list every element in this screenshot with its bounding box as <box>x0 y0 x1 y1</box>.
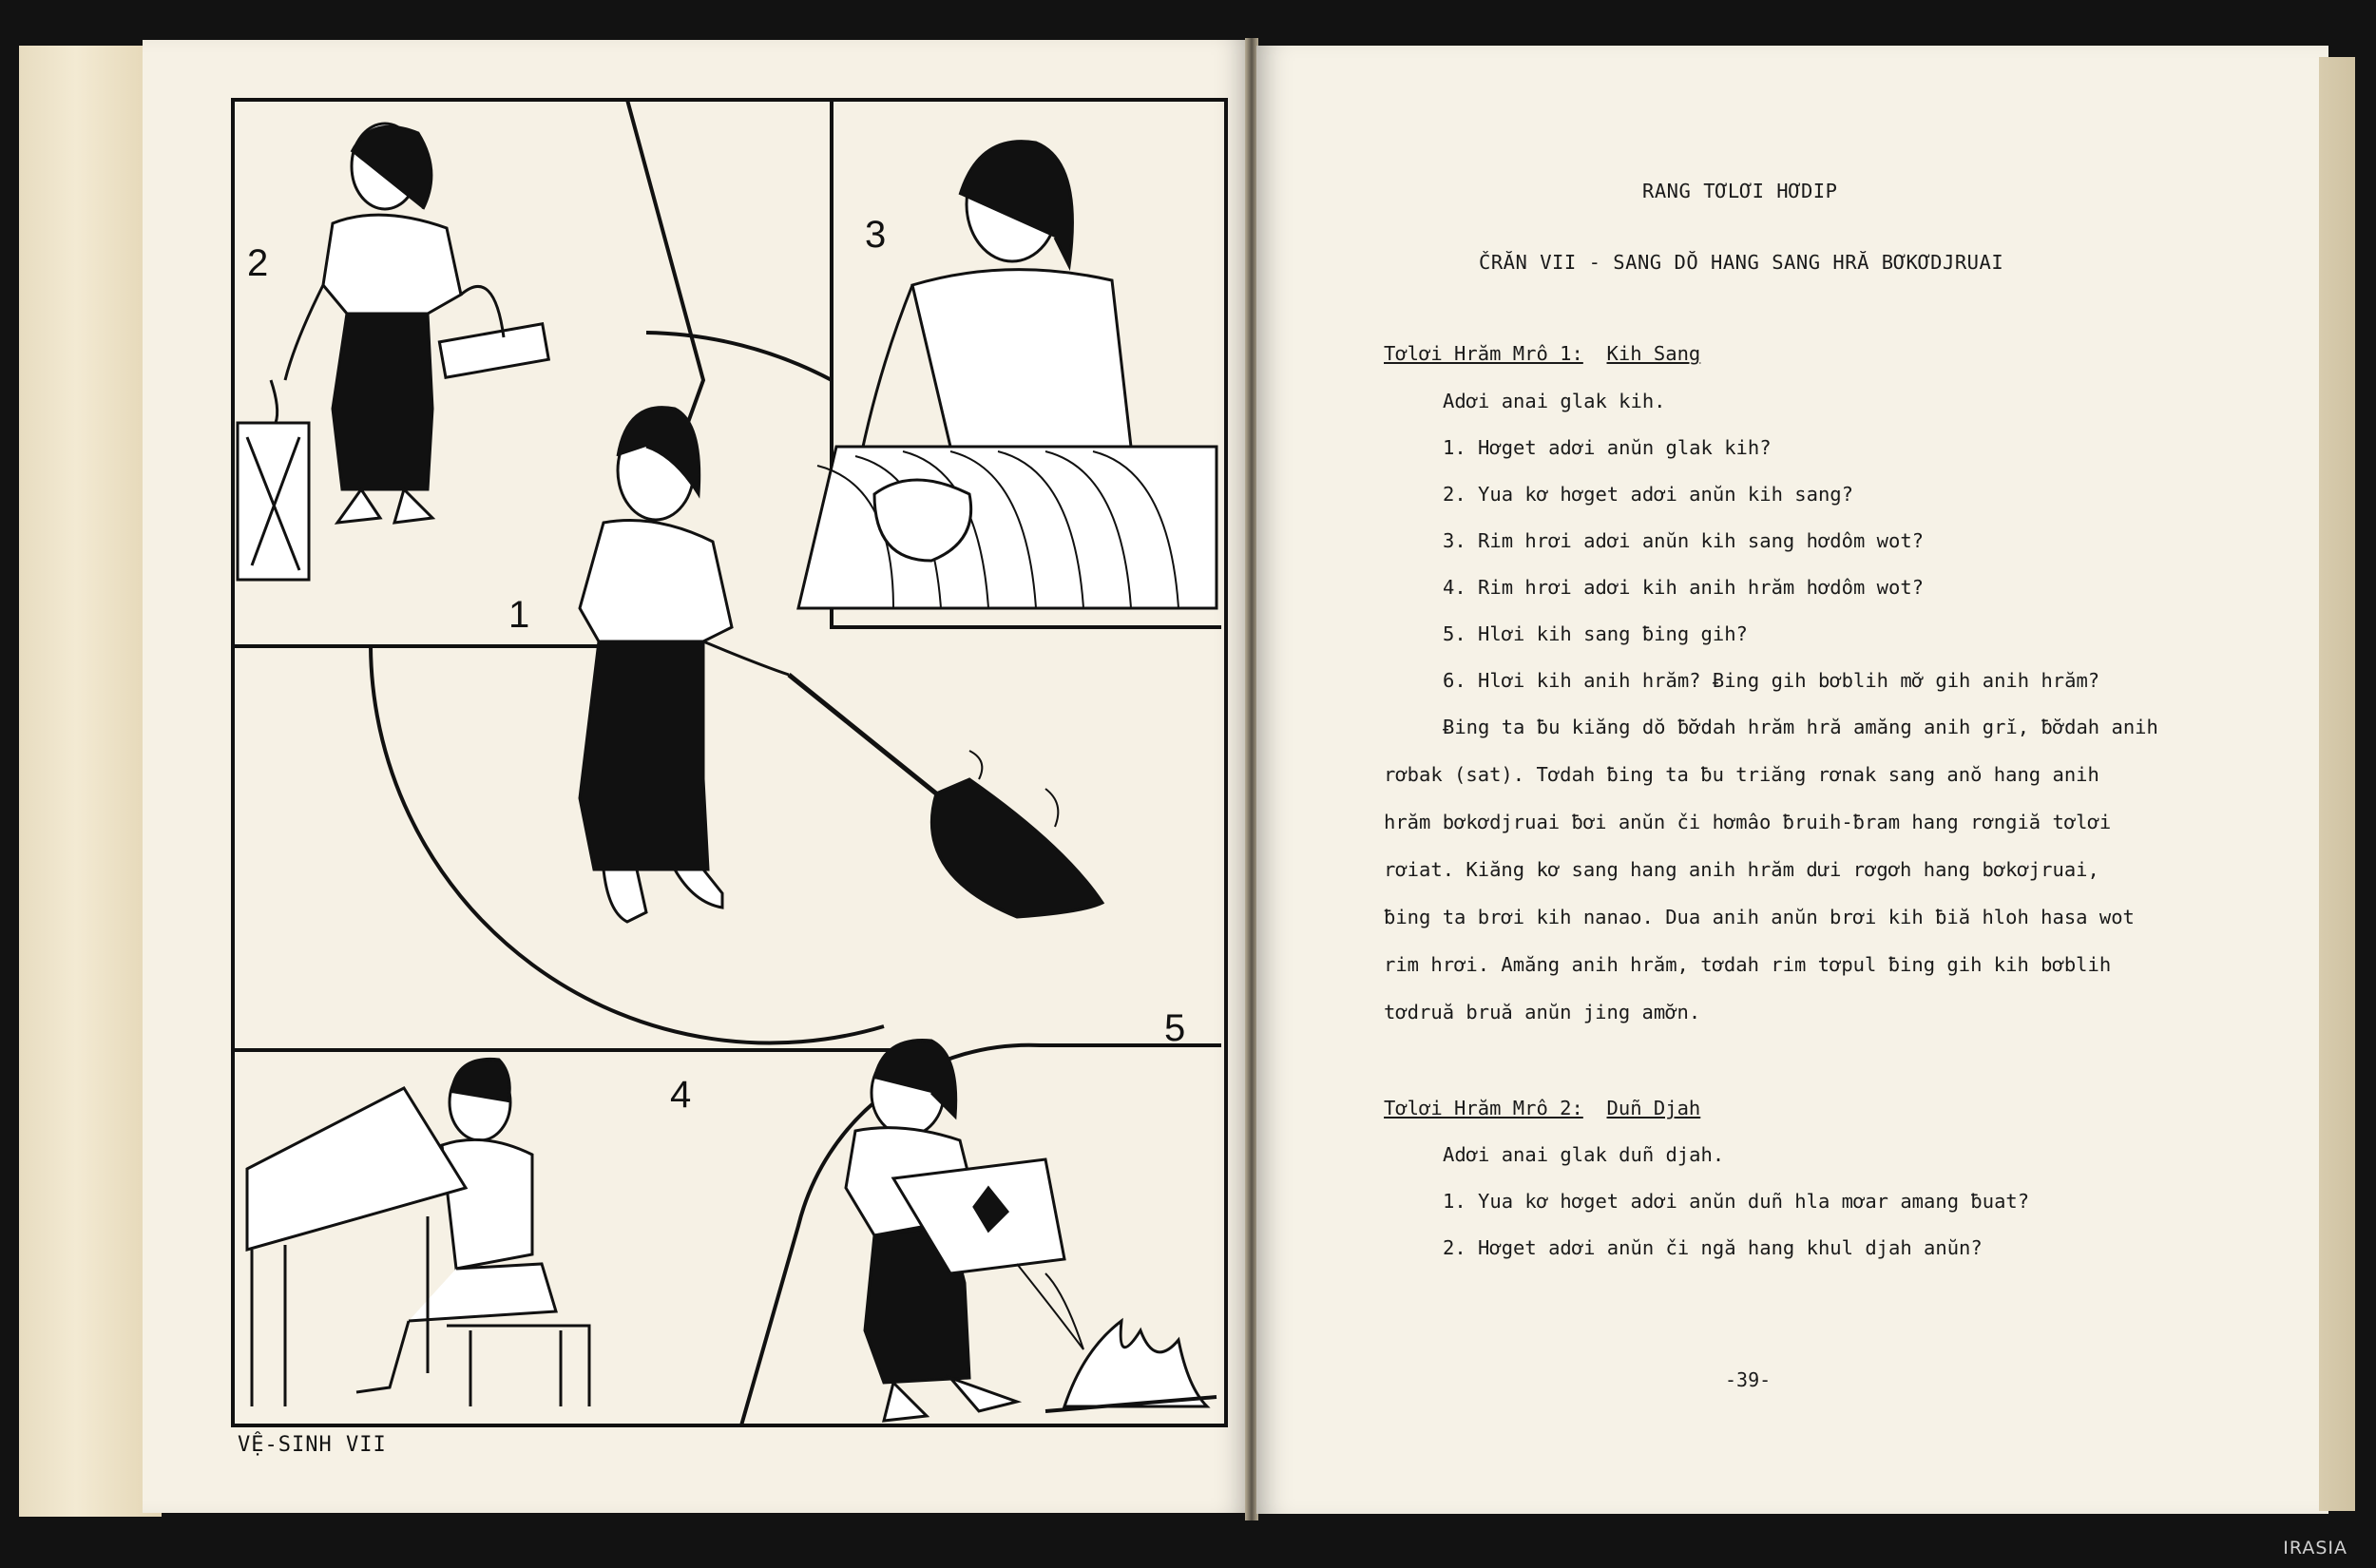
cleaning-illustration <box>228 95 1236 1435</box>
school-desk <box>247 1088 466 1250</box>
section-2-question: 2. Hơget adơi anŭn či ngă hang khul djah anŭn? <box>1443 1236 1983 1259</box>
panel-number-2: 2 <box>247 242 269 284</box>
section-1-intro: Adơi anai glak kih. <box>1443 390 1666 412</box>
section-2-heading-topic: Duñ Djah <box>1606 1097 1701 1119</box>
panel-number-1: 1 <box>508 594 530 636</box>
section-1-question: 2. Yua kơ hơget adơi anŭn kih sang? <box>1443 483 1853 506</box>
paragraph-line: rơiat. Kiăng kơ sang hang anih hrăm dưi rơgơh hang bơkơjruai, <box>1384 858 2099 881</box>
panel-5-figure <box>846 1041 1217 1422</box>
illustration-caption: VỆ-SINH VII <box>238 1433 387 1457</box>
section-1-question: 6. Hlơi kih anih hrăm? Ƀing gih bơblih mơ̆ gih anih hrăm? <box>1443 669 2100 692</box>
stool <box>447 1326 589 1406</box>
panel-number-4: 4 <box>670 1074 692 1116</box>
paragraph-line: tơdruă bruă anŭn jing amơ̆n. <box>1384 1001 1701 1023</box>
section-1-question: 3. Rim hrơi adơi anŭn kih sang hơdôm wot? <box>1443 529 1925 552</box>
watermark: IRASIA <box>2283 1538 2347 1558</box>
paragraph-line: hrăm bơkơdjruai ƀơi anŭn či hơmâo ƀruih-ƀram hang rơngiă tơlơi <box>1384 811 2112 833</box>
section-1-heading <box>1384 342 1700 365</box>
section-1-question: 4. Rim hrơi adơi kih anih hrăm hơdôm wot? <box>1443 576 1925 599</box>
section-2-intro: Adơi anai glak duñ djah. <box>1443 1143 1725 1166</box>
paragraph-line: ƀing ta brơi kih nanao. Dua anih anŭn brơi kih ƀiă hloh hasa wot <box>1384 906 2135 928</box>
paragraph-line: rim hrơi. Amăng anih hrăm, tơdah rim tơpul ƀing gih kih bơblih <box>1384 953 2112 976</box>
section-1-heading-prefix: Tơlơi Hrăm Mrô 1: <box>1384 342 1583 365</box>
panel-2-figure <box>238 124 548 580</box>
broom <box>931 779 1102 917</box>
section-2-heading <box>1384 1097 1700 1119</box>
panel-number-5: 5 <box>1164 1007 1186 1049</box>
woven-mat <box>798 447 1217 608</box>
section-1-heading-topic: Kih Sang <box>1606 342 1701 365</box>
section-1-question: 5. Hlơi kih sang ƀing gih? <box>1443 622 1748 645</box>
page-number: -39- <box>1725 1368 1772 1391</box>
panel-3-figure <box>798 142 1217 608</box>
chapter-title: ČRĂN VII - SANG DŎ HANG SANG HRĂ BƠKƠDJRUAI <box>1479 251 2004 274</box>
panel-4-figure <box>247 1059 589 1406</box>
fire <box>1064 1321 1207 1406</box>
section-1-question: 1. Hơget adơi anŭn glak kih? <box>1443 436 1772 459</box>
paragraph-line: rơbak (sat). Tơdah ƀing ta ƀu triăng rơnak sang anŏ hang anih <box>1384 763 2099 786</box>
paragraph-line: Ƀing ta ƀu kiăng dŏ ƀơ̆dah hrăm hră amăng anih grĭ, ƀơ̆dah anih <box>1443 716 2158 738</box>
section-2-question: 1. Yua kơ hơget adơi anŭn duñ hla mơar amang ƀuat? <box>1443 1190 2030 1213</box>
page-edge-left <box>19 46 162 1517</box>
section-2-heading-prefix: Tơlơi Hrăm Mrô 2: <box>1384 1097 1583 1119</box>
panel-1-circle-upper <box>646 333 832 380</box>
panel-number-3: 3 <box>865 214 887 256</box>
page-header: RANG TƠLƠI HƠDIP <box>1642 180 1838 202</box>
page-edge-right <box>2319 57 2355 1511</box>
